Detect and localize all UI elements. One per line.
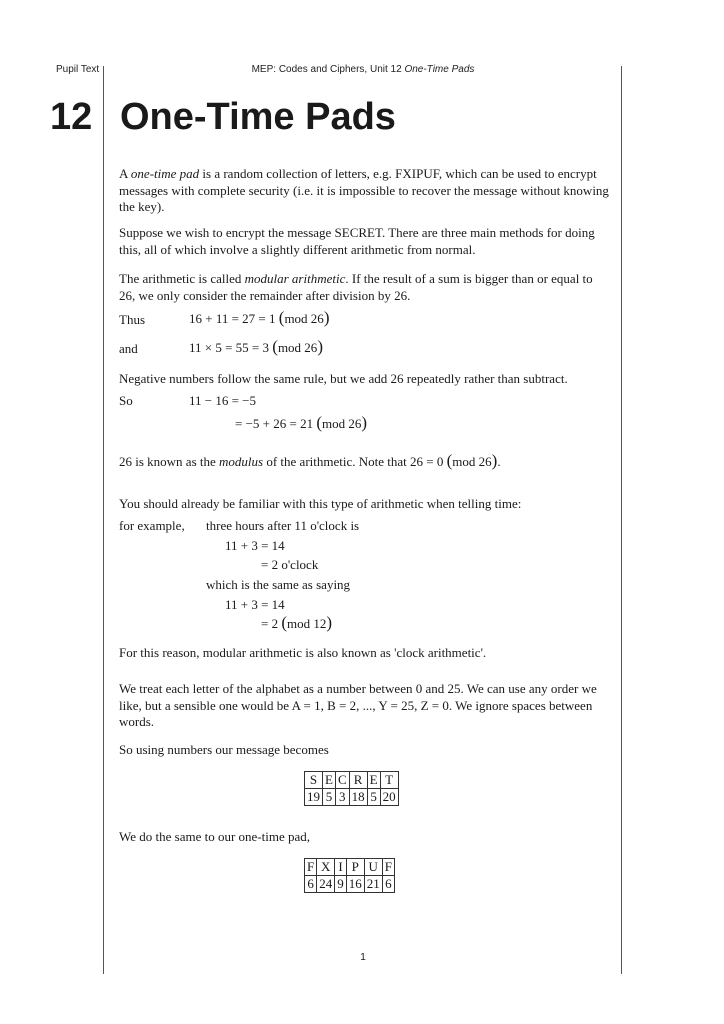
page-number: 1 [360, 952, 366, 963]
message-number: 5 [323, 789, 336, 806]
paragraph-suppose: Suppose we wish to encrypt the message SECRET. There are three main methods for doing this, all of which involve a slightly different arithmetic from normal. [119, 225, 595, 257]
paragraph-modular-arithmetic: The arithmetic is called modular arithmetic. If the result of a sum is bigger than or equal to 26, we only consider the remainder after division by 26. [119, 271, 593, 303]
clock-example-label: for example, [119, 518, 185, 533]
message-number: 19 [305, 789, 323, 806]
message-number: 18 [349, 789, 367, 806]
clock-line1: 11 + 3 = 14 [225, 538, 285, 553]
paragraph-clock-arithmetic: For this reason, modular arithmetic is also known as 'clock arithmetic'. [119, 645, 487, 660]
pad-number: 9 [335, 876, 347, 893]
header-center: MEP: Codes and Ciphers, Unit 12 One-Time Pads [251, 64, 475, 75]
pad-table [304, 858, 395, 893]
example-so-line1: 11 − 16 = −5 [189, 393, 257, 408]
pad-letter: P [346, 859, 364, 876]
message-letter: S [305, 772, 323, 789]
message-letter: E [323, 772, 336, 789]
clock-line4: = 2 (mod 12) [261, 613, 333, 632]
message-number: 5 [367, 789, 380, 806]
message-letter: C [335, 772, 349, 789]
paragraph-message-numbers: So using numbers our message becomes [119, 742, 329, 757]
paragraph-letter-numbering: We treat each letter of the alphabet as a number between 0 and 25. We can use any order we like, but a sensible one would be A = 1, B = 2, ..., Y = 25, Z = 0. We ignore spaces between words. [119, 681, 597, 729]
example-and-label: and [119, 341, 138, 356]
pad-letter: U [364, 859, 382, 876]
message-letters-row [305, 772, 399, 789]
message-number: 3 [335, 789, 349, 806]
pad-letters-row [305, 859, 395, 876]
message-letter: E [367, 772, 380, 789]
message-letter: R [349, 772, 367, 789]
clock-mid: which is the same as saying [206, 577, 351, 592]
paragraph-one-time-pad-numbers: We do the same to our one-time pad, [119, 829, 311, 844]
paragraph-negative-numbers: Negative numbers follow the same rule, but we add 26 repeatedly rather than subtract. [119, 371, 568, 386]
pad-number: 24 [317, 876, 335, 893]
pad-letter: I [335, 859, 347, 876]
example-and-expression: 11 × 5 = 55 = 3 (mod 26) [189, 337, 323, 356]
message-numbers-row [305, 789, 399, 806]
example-thus-label: Thus [119, 312, 145, 327]
message-number: 20 [380, 789, 398, 806]
clock-line2: = 2 o'clock [261, 557, 319, 572]
right-margin-line [621, 66, 622, 974]
pad-number: 6 [382, 876, 394, 893]
chapter-title: One-Time Pads [120, 96, 396, 138]
pad-number: 21 [364, 876, 382, 893]
message-table [304, 771, 399, 806]
example-thus-expression: 16 + 11 = 27 = 1 (mod 26) [189, 308, 330, 327]
paragraph-telling-time: You should already be familiar with this type of arithmetic when telling time: [119, 496, 522, 511]
example-so-label: So [119, 393, 133, 408]
left-margin-line [103, 66, 104, 974]
pad-letter: F [382, 859, 394, 876]
clock-intro: three hours after 11 o'clock is [206, 518, 360, 533]
example-so-line2: = −5 + 26 = 21 (mod 26) [235, 413, 368, 432]
pad-numbers-row [305, 876, 395, 893]
chapter-number: 12 [50, 96, 93, 138]
message-letter: T [380, 772, 398, 789]
pad-letter: F [305, 859, 317, 876]
paragraph-modulus: 26 is known as the modulus of the arithmetic. Note that 26 = 0 (mod 26). [119, 451, 501, 470]
pad-letter: X [317, 859, 335, 876]
header-left: Pupil Text [56, 64, 100, 75]
pad-number: 6 [305, 876, 317, 893]
pad-number: 16 [346, 876, 364, 893]
paragraph-one-time-pad-definition: A one-time pad is a random collection of letters, e.g. FXIPUF, which can be used to encrypt messages with complete security (i.e. it is impossible to recover the message without knowing the key). [119, 166, 609, 214]
clock-line3: 11 + 3 = 14 [225, 597, 285, 612]
